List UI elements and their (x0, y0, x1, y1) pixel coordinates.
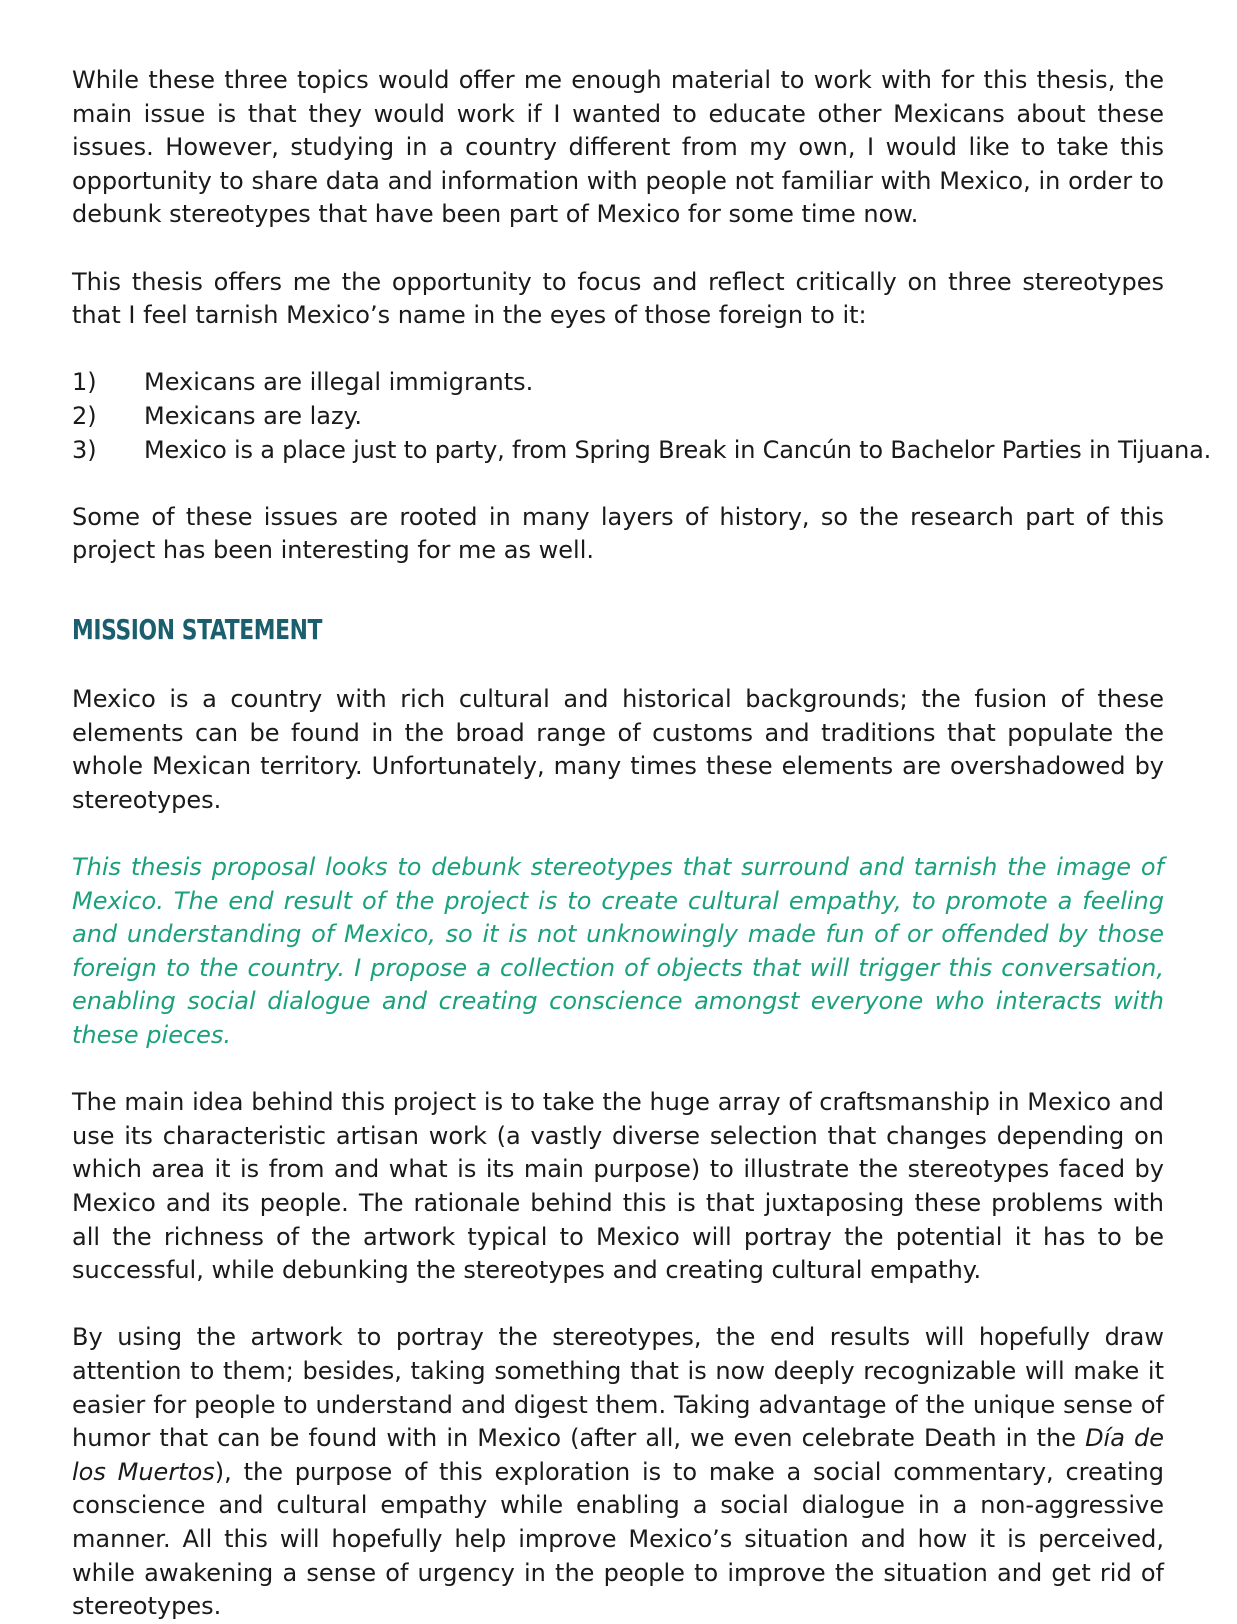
document-page (72, 64, 1212, 1624)
history-paragraph: Some of these issues are rooted in many layers of history, so the research part of this project has been interesting for me as well. (72, 502, 1164, 565)
main-idea-paragraph: The main idea behind this project is to take the huge array of craftsmanship in Mexico and use its characteristic artisan work (a vastly diverse selection that changes depending on which area it is from and what is its main purpose) to illustrate the stereotypes faced by Mexico and its people. The rationale behind this is that juxtaposing these problems with all the richness of the artwork typical to Mexico will portray the potential it has to be successful, while debunking the stereotypes and creating cultural empathy. (72, 1088, 1164, 1285)
thesis-opportunity-paragraph: This thesis offers me the opportunity to focus and reflect critically on three stereotypes that I feel tarnish Mexico’s name in the eyes of those foreign to it: (72, 267, 1164, 330)
artwork-paragraph (72, 1321, 1164, 1623)
intro-paragraph: While these three topics would offer me enough material to work with for this thesis, the main issue is that they would work if I wanted to educate other Mexicans about these issues. However, studying in a country different from my own, I would like to take this opportunity to share data and information with people not familiar with Mexico, in order to debunk stereotypes that have been part of Mexico for some time now. (72, 66, 1164, 229)
list-item (72, 366, 1164, 400)
stereotypes-list (72, 366, 1212, 467)
thesis-proposal-highlight: This thesis proposal looks to debunk stereotypes that surround and tarnish the image of Mexico. The end result of the project is to create cultural empathy, to promote a feeling and understanding of Mexico, so it is not unknowingly made fun of or offended by those foreign to the country. I propose a collection of objects that will trigger this conversation, enabling social dialogue and creating conscience amongst everyone who interacts with these pieces. (72, 853, 1164, 1050)
list-item-text: Mexico is a place just to party, from Spring Break in Cancún to Bachelor Parties in Tijuana. (144, 435, 1212, 464)
artwork-text-start: By using the artwork to portray the stereotypes, the end results will hopefully draw attention to them; besides, taking something that is now deeply recognizable will make it easier for people to understand and digest them. Taking advantage of the unique sense of humor that can be found with in Mexico (after all, we even celebrate Death in the (72, 1323, 1164, 1453)
mission-paragraph: Mexico is a country with rich cultural and historical backgrounds; the fusion of these elements can be found in the broad range of customs and traditions that populate the whole Mexican territory. Unfortunately, many times these elements are overshadowed by stereotypes. (72, 685, 1164, 814)
list-item (72, 434, 1212, 468)
list-item-number: 2) (72, 401, 97, 430)
list-item-number: 3) (72, 435, 97, 464)
list-item-text: Mexicans are illegal immigrants. (144, 368, 534, 397)
list-item (72, 400, 1164, 434)
dia-de-los-muertos-term: Día de los Muertos (72, 1424, 1165, 1486)
section-heading: MISSION STATEMENT (72, 612, 323, 646)
list-item-text: Mexicans are lazy. (144, 401, 362, 430)
list-item-number: 1) (72, 368, 97, 397)
artwork-text-end: ), the purpose of this exploration is to make a social commentary, creating conscience and cultural empathy while enabling a social dialogue in a non-aggressive manner. All this will hopefully help improve Mexico’s situation and how it is perceived, while awakening a sense of urgency in the people to improve the situation and get rid of stereotypes. (72, 1457, 1164, 1621)
